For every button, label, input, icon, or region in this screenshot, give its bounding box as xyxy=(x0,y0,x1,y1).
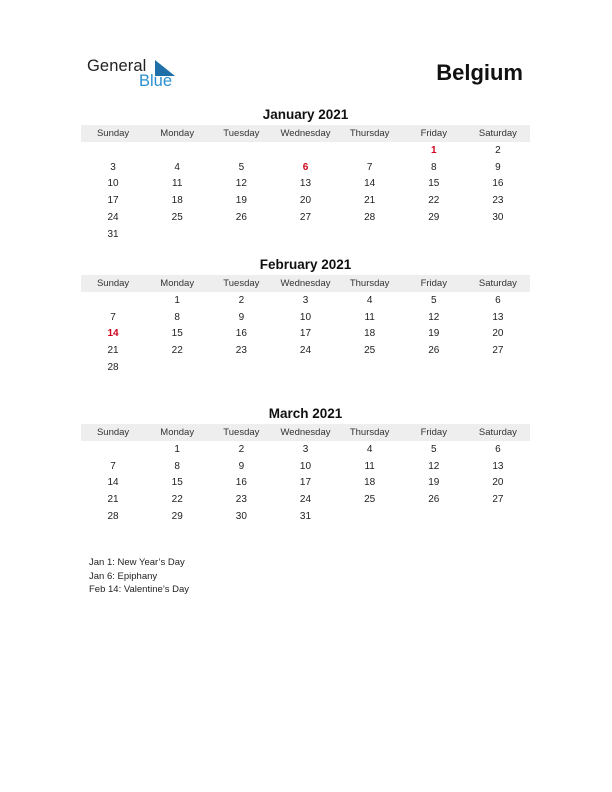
week-row xyxy=(81,441,530,458)
holiday-list-item: Jan 6: Epiphany xyxy=(89,570,158,582)
brand-blue-text: Blue xyxy=(139,72,173,90)
day-cell: 21 xyxy=(107,345,119,357)
day-cell: 11 xyxy=(364,460,375,472)
day-cell: 24 xyxy=(299,345,312,357)
week-row xyxy=(81,359,530,376)
day-cell: 15 xyxy=(171,328,183,340)
day-cell: 6 xyxy=(495,294,501,306)
day-cell: 1 xyxy=(174,443,180,455)
day-cell: 10 xyxy=(299,311,312,323)
day-cell: 6 xyxy=(495,443,501,455)
weekday-label: Sunday xyxy=(96,128,130,139)
day-cell: 9 xyxy=(238,311,245,323)
day-cell: 26 xyxy=(428,494,440,506)
day-cell: 12 xyxy=(235,178,247,190)
weekday-label: Saturday xyxy=(478,128,517,139)
day-cell: 7 xyxy=(366,161,373,173)
weekday-label: Saturday xyxy=(478,278,517,289)
day-cell: 30 xyxy=(492,212,504,224)
day-cell: 12 xyxy=(428,311,440,323)
weekday-label: Saturday xyxy=(478,427,517,438)
day-cell: 23 xyxy=(492,195,504,207)
day-cell: 24 xyxy=(107,212,119,224)
day-cell: 19 xyxy=(428,328,440,340)
week-row xyxy=(81,226,530,243)
day-cell: 27 xyxy=(492,345,504,357)
day-cell: 7 xyxy=(110,460,116,472)
weekday-header-row xyxy=(81,275,530,292)
weekday-label: Monday xyxy=(160,128,195,139)
day-cell: 8 xyxy=(174,460,180,472)
day-cell: 19 xyxy=(428,477,440,489)
day-cell: 12 xyxy=(428,460,440,472)
day-cell: 3 xyxy=(302,294,309,306)
weekday-label: Thursday xyxy=(349,128,390,139)
day-cell: 17 xyxy=(299,477,312,489)
day-cell: 29 xyxy=(428,212,440,224)
day-cell: 2 xyxy=(238,443,245,455)
day-cell: 23 xyxy=(235,345,247,357)
weekday-label: Friday xyxy=(420,278,447,289)
day-cell: 22 xyxy=(171,345,183,357)
day-cell: 16 xyxy=(235,477,247,489)
day-cell: 3 xyxy=(110,161,116,173)
day-cell: 14 xyxy=(364,178,376,190)
day-cell: 17 xyxy=(107,195,119,207)
day-cell: 13 xyxy=(492,460,504,472)
weekday-label: Sunday xyxy=(96,427,130,438)
day-cell: 16 xyxy=(492,178,504,190)
day-cell: 21 xyxy=(107,494,119,506)
day-cell: 22 xyxy=(428,195,440,207)
weekday-label: Tuesday xyxy=(223,427,260,438)
day-cell: 8 xyxy=(430,161,437,173)
weekday-label: Friday xyxy=(420,427,447,438)
day-cell: 2 xyxy=(495,144,501,156)
day-cell: 10 xyxy=(107,178,119,190)
weekday-label: Wednesday xyxy=(280,427,331,438)
month-title: January 2021 xyxy=(262,107,349,122)
day-cell: 8 xyxy=(174,311,180,323)
holiday-day-cell: 6 xyxy=(302,161,309,173)
day-cell: 14 xyxy=(107,477,119,489)
day-cell: 20 xyxy=(492,477,504,489)
holiday-list-item: Jan 1: New Year’s Day xyxy=(89,557,185,568)
day-cell: 7 xyxy=(110,311,116,323)
day-cell: 3 xyxy=(302,443,309,455)
day-cell: 20 xyxy=(492,328,504,340)
day-cell: 15 xyxy=(171,477,183,489)
day-cell: 21 xyxy=(364,195,376,207)
day-cell: 27 xyxy=(492,494,504,506)
weekday-label: Monday xyxy=(160,427,195,438)
week-row xyxy=(81,209,530,226)
calendar-month-february xyxy=(81,256,530,376)
brand-general-text: General xyxy=(87,57,147,75)
month-title: February 2021 xyxy=(259,257,352,272)
day-cell: 28 xyxy=(364,212,376,224)
day-cell: 18 xyxy=(171,195,183,207)
week-row xyxy=(81,458,530,475)
day-cell: 23 xyxy=(235,494,247,506)
month-title: March 2021 xyxy=(268,406,343,421)
week-row xyxy=(81,142,530,159)
weekday-label: Tuesday xyxy=(223,128,260,139)
day-cell: 2 xyxy=(238,294,245,306)
week-row xyxy=(81,508,530,525)
day-cell: 19 xyxy=(235,195,247,207)
holiday-day-cell: 1 xyxy=(430,144,437,156)
day-cell: 5 xyxy=(430,294,437,306)
day-cell: 16 xyxy=(235,328,247,340)
day-cell: 20 xyxy=(299,195,312,207)
day-cell: 18 xyxy=(364,328,376,340)
calendar-month-march xyxy=(81,405,530,525)
day-cell: 26 xyxy=(428,345,440,357)
day-cell: 25 xyxy=(364,345,376,357)
week-row xyxy=(81,176,530,193)
day-cell: 31 xyxy=(107,228,119,240)
week-row xyxy=(81,159,530,176)
day-cell: 24 xyxy=(299,494,312,506)
day-cell: 25 xyxy=(364,494,376,506)
day-cell: 9 xyxy=(238,460,245,472)
week-row xyxy=(81,192,530,209)
day-cell: 4 xyxy=(366,443,373,455)
day-cell: 22 xyxy=(171,494,183,506)
weekday-label: Wednesday xyxy=(280,278,331,289)
day-cell: 1 xyxy=(174,294,180,306)
day-cell: 4 xyxy=(366,294,373,306)
week-row xyxy=(81,292,530,309)
day-cell: 27 xyxy=(299,212,312,224)
day-cell: 28 xyxy=(107,511,119,523)
holiday-day-cell: 14 xyxy=(107,328,119,340)
day-cell: 5 xyxy=(238,161,245,173)
day-cell: 11 xyxy=(172,178,183,190)
week-row xyxy=(81,326,530,343)
day-cell: 26 xyxy=(235,212,247,224)
day-cell: 10 xyxy=(299,460,312,472)
day-cell: 13 xyxy=(299,178,312,190)
brand-logo xyxy=(87,55,187,95)
day-cell: 17 xyxy=(299,328,312,340)
holiday-list-item: Feb 14: Valentine’s Day xyxy=(89,584,189,596)
day-cell: 29 xyxy=(171,511,183,523)
holiday-list xyxy=(89,556,189,597)
day-cell: 30 xyxy=(235,511,247,523)
day-cell: 9 xyxy=(495,161,501,173)
calendar-month-january xyxy=(81,106,530,243)
day-cell: 11 xyxy=(364,311,375,323)
weekday-label: Thursday xyxy=(349,427,390,438)
week-row xyxy=(81,475,530,492)
day-cell: 15 xyxy=(428,178,440,190)
weekday-label: Sunday xyxy=(96,278,130,289)
day-cell: 5 xyxy=(430,443,437,455)
week-row xyxy=(81,309,530,326)
weekday-label: Wednesday xyxy=(280,128,331,139)
weekday-header-row xyxy=(81,424,530,441)
weekday-label: Thursday xyxy=(349,278,390,289)
day-cell: 13 xyxy=(492,311,504,323)
weekday-label: Friday xyxy=(420,128,447,139)
weekday-label: Tuesday xyxy=(223,278,260,289)
day-cell: 18 xyxy=(364,477,376,489)
week-row xyxy=(81,491,530,508)
day-cell: 28 xyxy=(107,362,119,374)
day-cell: 4 xyxy=(174,161,180,173)
day-cell: 31 xyxy=(299,511,312,523)
weekday-header-row xyxy=(81,125,530,142)
weekday-label: Monday xyxy=(160,278,195,289)
country-title: Belgium xyxy=(436,60,523,85)
week-row xyxy=(81,342,530,359)
day-cell: 25 xyxy=(171,212,183,224)
